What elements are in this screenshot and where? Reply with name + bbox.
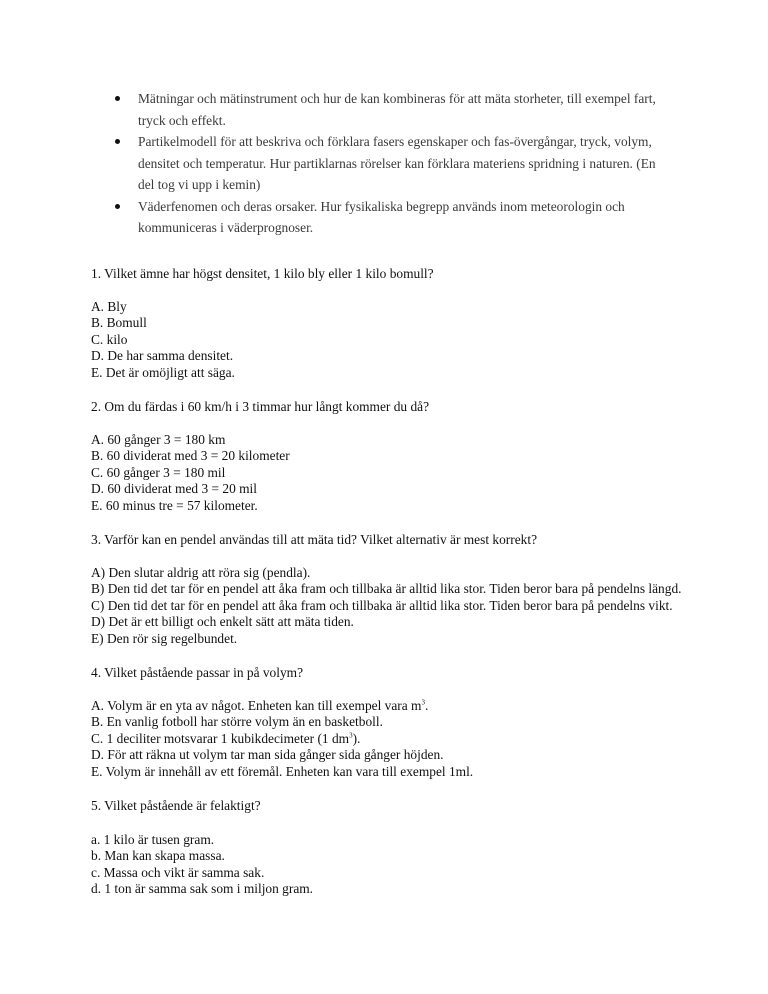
option-text: A. Volym är en yta av något. Enheten kan till exempel vara m bbox=[91, 697, 422, 713]
bullet-item bbox=[112, 88, 672, 131]
question-text: 1. Vilket ämne har högst densitet, 1 kilo bly eller 1 kilo bomull? bbox=[91, 266, 434, 281]
superscript: 3 bbox=[421, 698, 425, 707]
answer-option: c. Massa och vikt är samma sak. bbox=[91, 864, 265, 880]
answer-option: b. Man kan skapa massa. bbox=[91, 848, 225, 863]
answer-option bbox=[91, 747, 711, 764]
question-2 bbox=[91, 399, 711, 514]
question-text: 4. Vilket påstående passar in på volym? bbox=[91, 665, 304, 680]
answer-option: E. Det är omöjligt att säga. bbox=[91, 364, 235, 380]
option-tail: ). bbox=[352, 730, 361, 746]
answer-options bbox=[91, 698, 711, 781]
answer-option: B) Den tid det tar för en pendel att åka fram och tillbaka är alltid lika stor. Tiden beror bara på pendelns längd. bbox=[91, 581, 682, 596]
option-tail: . bbox=[424, 697, 429, 713]
answer-option bbox=[91, 764, 711, 781]
option-text: C. 1 deciliter motsvarar 1 kubikdecimeter (1 dm bbox=[91, 730, 350, 746]
answer-option: E. 60 minus tre = 57 kilometer. bbox=[91, 497, 258, 513]
bullet-dot-icon bbox=[115, 139, 120, 144]
bullet-dot-icon bbox=[115, 204, 120, 209]
answer-option: B. Bomull bbox=[91, 315, 147, 330]
answer-option: B. 60 dividerat med 3 = 20 kilometer bbox=[91, 448, 290, 463]
option-text: D. För att räkna ut volym tar man sida gånger sida gånger höjden. bbox=[91, 747, 444, 762]
bullet-dot-icon bbox=[115, 96, 120, 101]
bullet-item bbox=[112, 196, 672, 239]
answer-option bbox=[91, 714, 711, 731]
question-text: 5. Vilket påstående är felaktigt? bbox=[91, 798, 261, 813]
answer-options bbox=[91, 299, 711, 382]
answer-option: E) Den rör sig regelbundet. bbox=[91, 630, 238, 646]
question-3 bbox=[91, 532, 711, 647]
answer-option bbox=[91, 731, 711, 748]
answer-option: D) Det är ett billigt och enkelt sätt att mäta tiden. bbox=[91, 614, 354, 629]
answer-option: C) Den tid det tar för en pendel att åka fram och tillbaka är alltid lika stor. Tiden beror bara på pendelns vikt. bbox=[91, 597, 673, 613]
bullet-text: Väderfenomen och deras orsaker. Hur fysikaliska begrepp används inom meteorologin och kommuniceras i väderprognoser. bbox=[138, 198, 625, 235]
answer-options bbox=[91, 432, 711, 515]
answer-option: D. 60 dividerat med 3 = 20 mil bbox=[91, 481, 257, 496]
answer-option: a. 1 kilo är tusen gram. bbox=[91, 831, 215, 847]
answer-option: d. 1 ton är samma sak som i miljon gram. bbox=[91, 881, 314, 896]
bullet-item bbox=[112, 131, 672, 196]
answer-options bbox=[91, 832, 711, 898]
question-1 bbox=[91, 266, 711, 381]
answer-option: A. Bly bbox=[91, 298, 127, 314]
question-text: 2. Om du färdas i 60 km/h i 3 timmar hur långt kommer du då? bbox=[91, 399, 430, 414]
option-text: B. En vanlig fotboll har större volym än en basketboll. bbox=[91, 714, 383, 729]
question-4 bbox=[91, 665, 711, 780]
answer-option: C. 60 gånger 3 = 180 mil bbox=[91, 464, 226, 480]
answer-option bbox=[91, 698, 711, 715]
answer-option: D. De har samma densitet. bbox=[91, 348, 234, 363]
answer-option: A. 60 gånger 3 = 180 km bbox=[91, 431, 226, 447]
answer-option: C. kilo bbox=[91, 331, 128, 347]
bullet-text: Partikelmodell för att beskriva och förklara fasers egenskaper och fas-övergångar, tryck, volym, densitet och temperatur. Hur partiklarnas rörelser kan förklara materiens spridning i naturen. (En del tog vi upp i kemin) bbox=[138, 134, 656, 192]
question-5 bbox=[91, 798, 711, 898]
answer-options bbox=[91, 565, 711, 648]
question-text: 3. Varför kan en pendel användas till att mäta tid? Vilket alternativ är mest korrekt? bbox=[91, 532, 538, 547]
bullet-text: Mätningar och mätinstrument och hur de kan kombineras för att mäta storheter, till exempel fart, tryck och effekt. bbox=[138, 91, 656, 128]
answer-option: A) Den slutar aldrig att röra sig (pendla). bbox=[91, 564, 311, 580]
superscript: 3 bbox=[349, 731, 353, 740]
option-text: E. Volym är innehåll av ett föremål. Enheten kan vara till exempel 1ml. bbox=[91, 763, 474, 779]
curriculum-bullet-list bbox=[112, 88, 672, 239]
quiz bbox=[91, 266, 711, 916]
